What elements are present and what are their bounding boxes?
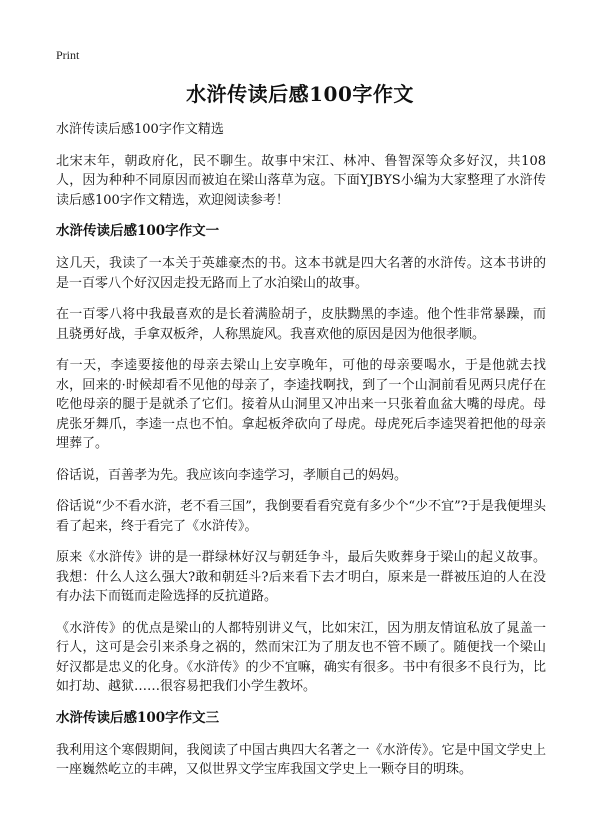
section-heading: 水浒传读后感100字作文三: [56, 709, 220, 726]
page-title: 水浒传读后感100字作文: [186, 82, 414, 106]
paragraph: 《水浒传》的优点是梁山的人都特别讲义气，比如宋江，因为朋友情谊私放了晁盖一行人，这可是会引来杀身之祸的，然而宋江为了朋友也不管不顾了。随便找一个梁山好汉都是忠义的化身。《水浒传》的少不宜嘛，确实有很多。书中有很多不良行为，比如打劫、越狱……很容易把我们小学生教坏。: [56, 620, 546, 694]
print-label: Print: [56, 48, 80, 62]
paragraph: 俗话说，百善孝为先。我应该向李逵学习，孝顺自己的妈妈。: [56, 467, 408, 483]
paragraph: 在一百零八将中我最喜欢的是长着满脸胡子，皮肤黝黑的李逵。他个性非常暴躁，而且骁勇好战，手拿双板斧，人称黑旋风。我喜欢他的原因是因为他很孝顺。: [56, 307, 546, 342]
paragraph: 原来《水浒传》讲的是一群绿林好汉与朝廷争斗，最后失败葬身于梁山的起义故事。我想：什么人这么强大?敢和朝廷斗?后来看下去才明白，原来是一群被压迫的人在没有办法下而铤而走险选择的反抗道路。: [56, 550, 546, 604]
intro-paragraph: 北宋末年，朝政府化，民不聊生。故事中宋江、林冲、鲁智深等众多好汉，共108人，因为种种不同原因而被迫在梁山落草为寇。下面YJBYS小编为大家整理了水浒传读后感100字作文精选，欢迎阅读参考！: [56, 153, 546, 208]
subtitle-paragraph: 水浒传读后感100字作文精选: [56, 122, 224, 137]
article-body: [56, 120, 546, 792]
paragraph: 这几天，我读了一本关于英雄豪杰的书。这本书就是四大名著的水浒传。这本书讲的是一百零八个好汉因走投无路而上了水泊梁山的故事。: [56, 256, 546, 291]
paragraph: 俗话说“少不看水浒，老不看三国”，我倒要看看究竟有多少个“少不宜”?于是我便埋头看了起来，终于看完了《水浒传》。: [56, 499, 546, 534]
paragraph: 我利用这个寒假期间，我阅读了中国古典四大名著之一《水浒传》。它是中国文学史上一座巍然屹立的丰碑，又似世界文学宝库我国文学史上一颗夺目的明珠。: [56, 742, 546, 777]
section-heading: 水浒传读后感100字作文一: [56, 223, 220, 239]
paragraph: 有一天，李逵要接他的母亲去梁山上安享晚年，可他的母亲要喝水，于是他就去找水，回来的·时候却看不见他的母亲了，李逵找啊找，到了一个山洞前看见两只虎仔在吃他母亲的腿于是就杀了它们。接着从山洞里又冲出来一只张着血盆大嘴的母虎。母虎张牙舞爪，李逵一点也不怕。拿起板斧砍向了母虎。母虎死后李逵哭着把他的母亲埋葬了。: [56, 358, 546, 451]
